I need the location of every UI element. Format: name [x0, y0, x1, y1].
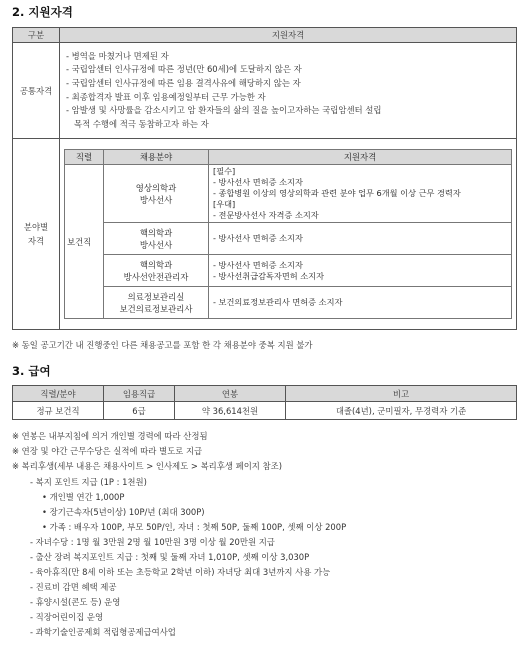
- salary-head-job: 직렬/분야: [13, 386, 104, 402]
- inner-head-field: 채용분야: [104, 150, 209, 165]
- salary-job: 정규 보건직: [13, 402, 104, 420]
- qual-line: - 방사선취급감독자면허 소지자: [213, 270, 324, 281]
- field-cell-4: [104, 287, 209, 319]
- qual-line: - 방사선사 면허증 소지자: [213, 259, 303, 270]
- common-label: 공통자격: [13, 43, 60, 139]
- field-label: 분야별 자격: [13, 139, 60, 330]
- inner-head-qual: 지원자격: [209, 150, 512, 165]
- field-name: 핵의학과: [139, 227, 173, 238]
- qualification-table: [12, 27, 517, 330]
- field-cell: [60, 139, 517, 330]
- salary-note: ※ 복리후생(세부 내용은 채용사이트 > 인사제도 > 복리후생 페이지 참조): [12, 461, 282, 471]
- qual-line: - 전문방사선사 자격증 소지자: [213, 210, 319, 220]
- salary-remark: 대졸(4년), 군미필자, 무경력자 기준: [286, 402, 517, 420]
- benefit-item: • 개인별 연간 1,000P: [42, 492, 125, 502]
- field-cell-2: [104, 223, 209, 255]
- benefit-item: - 휴양시설(콘도 등) 운영: [30, 597, 121, 607]
- section2-title: 2. 지원자격: [12, 5, 73, 19]
- qual-cell-4: [209, 287, 512, 319]
- duplicate-note: ※ 동일 공고기간 내 진행중인 다른 채용공고를 포함 한 각 채용분야 중복 지원 불가: [12, 340, 313, 350]
- salary-head-remark: 비고: [286, 386, 517, 402]
- common-item: 목적 수행에 적극 동참하고자 하는 자: [74, 118, 209, 129]
- common-item: - 최종합격자 발표 이후 임용예정일부터 근무 가능한 자: [66, 91, 266, 102]
- field-name: 영상의학과: [135, 182, 177, 193]
- inner-head-job: 직렬: [65, 150, 104, 165]
- common-item: - 국립암센터 인사규정에 따른 임용 결격사유에 해당하지 않는 자: [66, 77, 301, 88]
- head-category: 구분: [13, 28, 60, 43]
- benefit-item: - 자녀수당 : 1명 월 3만원 2명 월 10만원 3명 이상 월 20만원 지급: [30, 537, 275, 547]
- qual-line: - 종합병원 이상의 영상의학과 관련 분야 업무 6개월 이상 근무 경력자: [213, 188, 461, 198]
- salary-head-pay: 연봉: [175, 386, 286, 402]
- qual-line: - 보건의료정보관리사 면허증 소지자: [213, 297, 343, 307]
- benefit-item: - 출산 장려 복지포인트 지급 : 첫째 및 둘째 자녀 1,010P, 셋째 이상 3,030P: [30, 552, 310, 562]
- salary-pay: 약 36,614천원: [175, 402, 286, 420]
- field-cell-1: [104, 165, 209, 223]
- salary-table: [12, 385, 517, 420]
- job-cell: 보건직: [65, 165, 104, 319]
- benefit-item: - 직장어린이집 운영: [30, 612, 104, 622]
- qual-line: - 방사선사 면허증 소지자: [213, 177, 303, 187]
- section3-title: 3. 급여: [12, 364, 51, 378]
- field-table: [64, 149, 512, 319]
- field-name: 핵의학과: [139, 259, 173, 270]
- qual-cell-3: [209, 255, 512, 287]
- common-item: - 국립암센터 인사규정에 따른 정년(만 60세)에 도달하지 않은 자: [66, 64, 302, 75]
- field-name: 방사선사: [139, 239, 173, 250]
- field-name: 의료정보관리실: [127, 291, 185, 302]
- qual-cell-1: [209, 165, 512, 223]
- salary-note: ※ 연봉은 내부지침에 의거 개인별 경력에 따라 산정됨: [12, 431, 208, 441]
- qual-line: [우대]: [213, 199, 236, 209]
- benefit-item: - 진료비 감면 혜택 제공: [30, 582, 117, 592]
- salary-grade: 6급: [104, 402, 175, 420]
- benefit-item: - 육아휴직(만 8세 이하 또는 초등학교 2학년 이하) 자녀당 최대 3년까지 사용 가능: [30, 567, 331, 577]
- common-item: - 암발생 및 사망률을 감소시키고 암 환자들의 삶의 질을 높이고자하는 국립암센터 설립: [66, 105, 382, 116]
- salary-head-grade: 임용직급: [104, 386, 175, 402]
- salary-note: ※ 연장 및 야간 근무수당은 실적에 따라 별도로 지급: [12, 446, 203, 456]
- common-item: - 병역을 마쳤거나 면제된 자: [66, 50, 169, 61]
- field-cell-3: [104, 255, 209, 287]
- benefit-item: - 과학기술인공제회 적립형공제급여사업: [30, 627, 176, 637]
- benefit-item: • 장기근속자(5년이상) 10P/년 (최대 300P): [42, 507, 205, 517]
- head-qualification: 지원자격: [60, 28, 517, 43]
- benefits-list: [0, 475, 527, 640]
- field-name: 보건의료정보관리사: [119, 303, 193, 314]
- qual-cell-2: [209, 223, 512, 255]
- common-list: [60, 43, 517, 139]
- benefit-item: - 복지 포인트 지급 (1P : 1천원): [30, 477, 147, 487]
- benefit-item: • 가족 : 배우자 100P, 부모 50P/인, 자녀 : 첫째 50P, 둘째 100P, 셋째 이상 200P: [42, 522, 347, 532]
- field-name: 방사선사: [139, 194, 173, 205]
- field-name: 방사선안전관리자: [123, 271, 189, 282]
- qual-line: - 방사선사 면허증 소지자: [213, 233, 303, 243]
- qual-line: [필수]: [213, 166, 236, 176]
